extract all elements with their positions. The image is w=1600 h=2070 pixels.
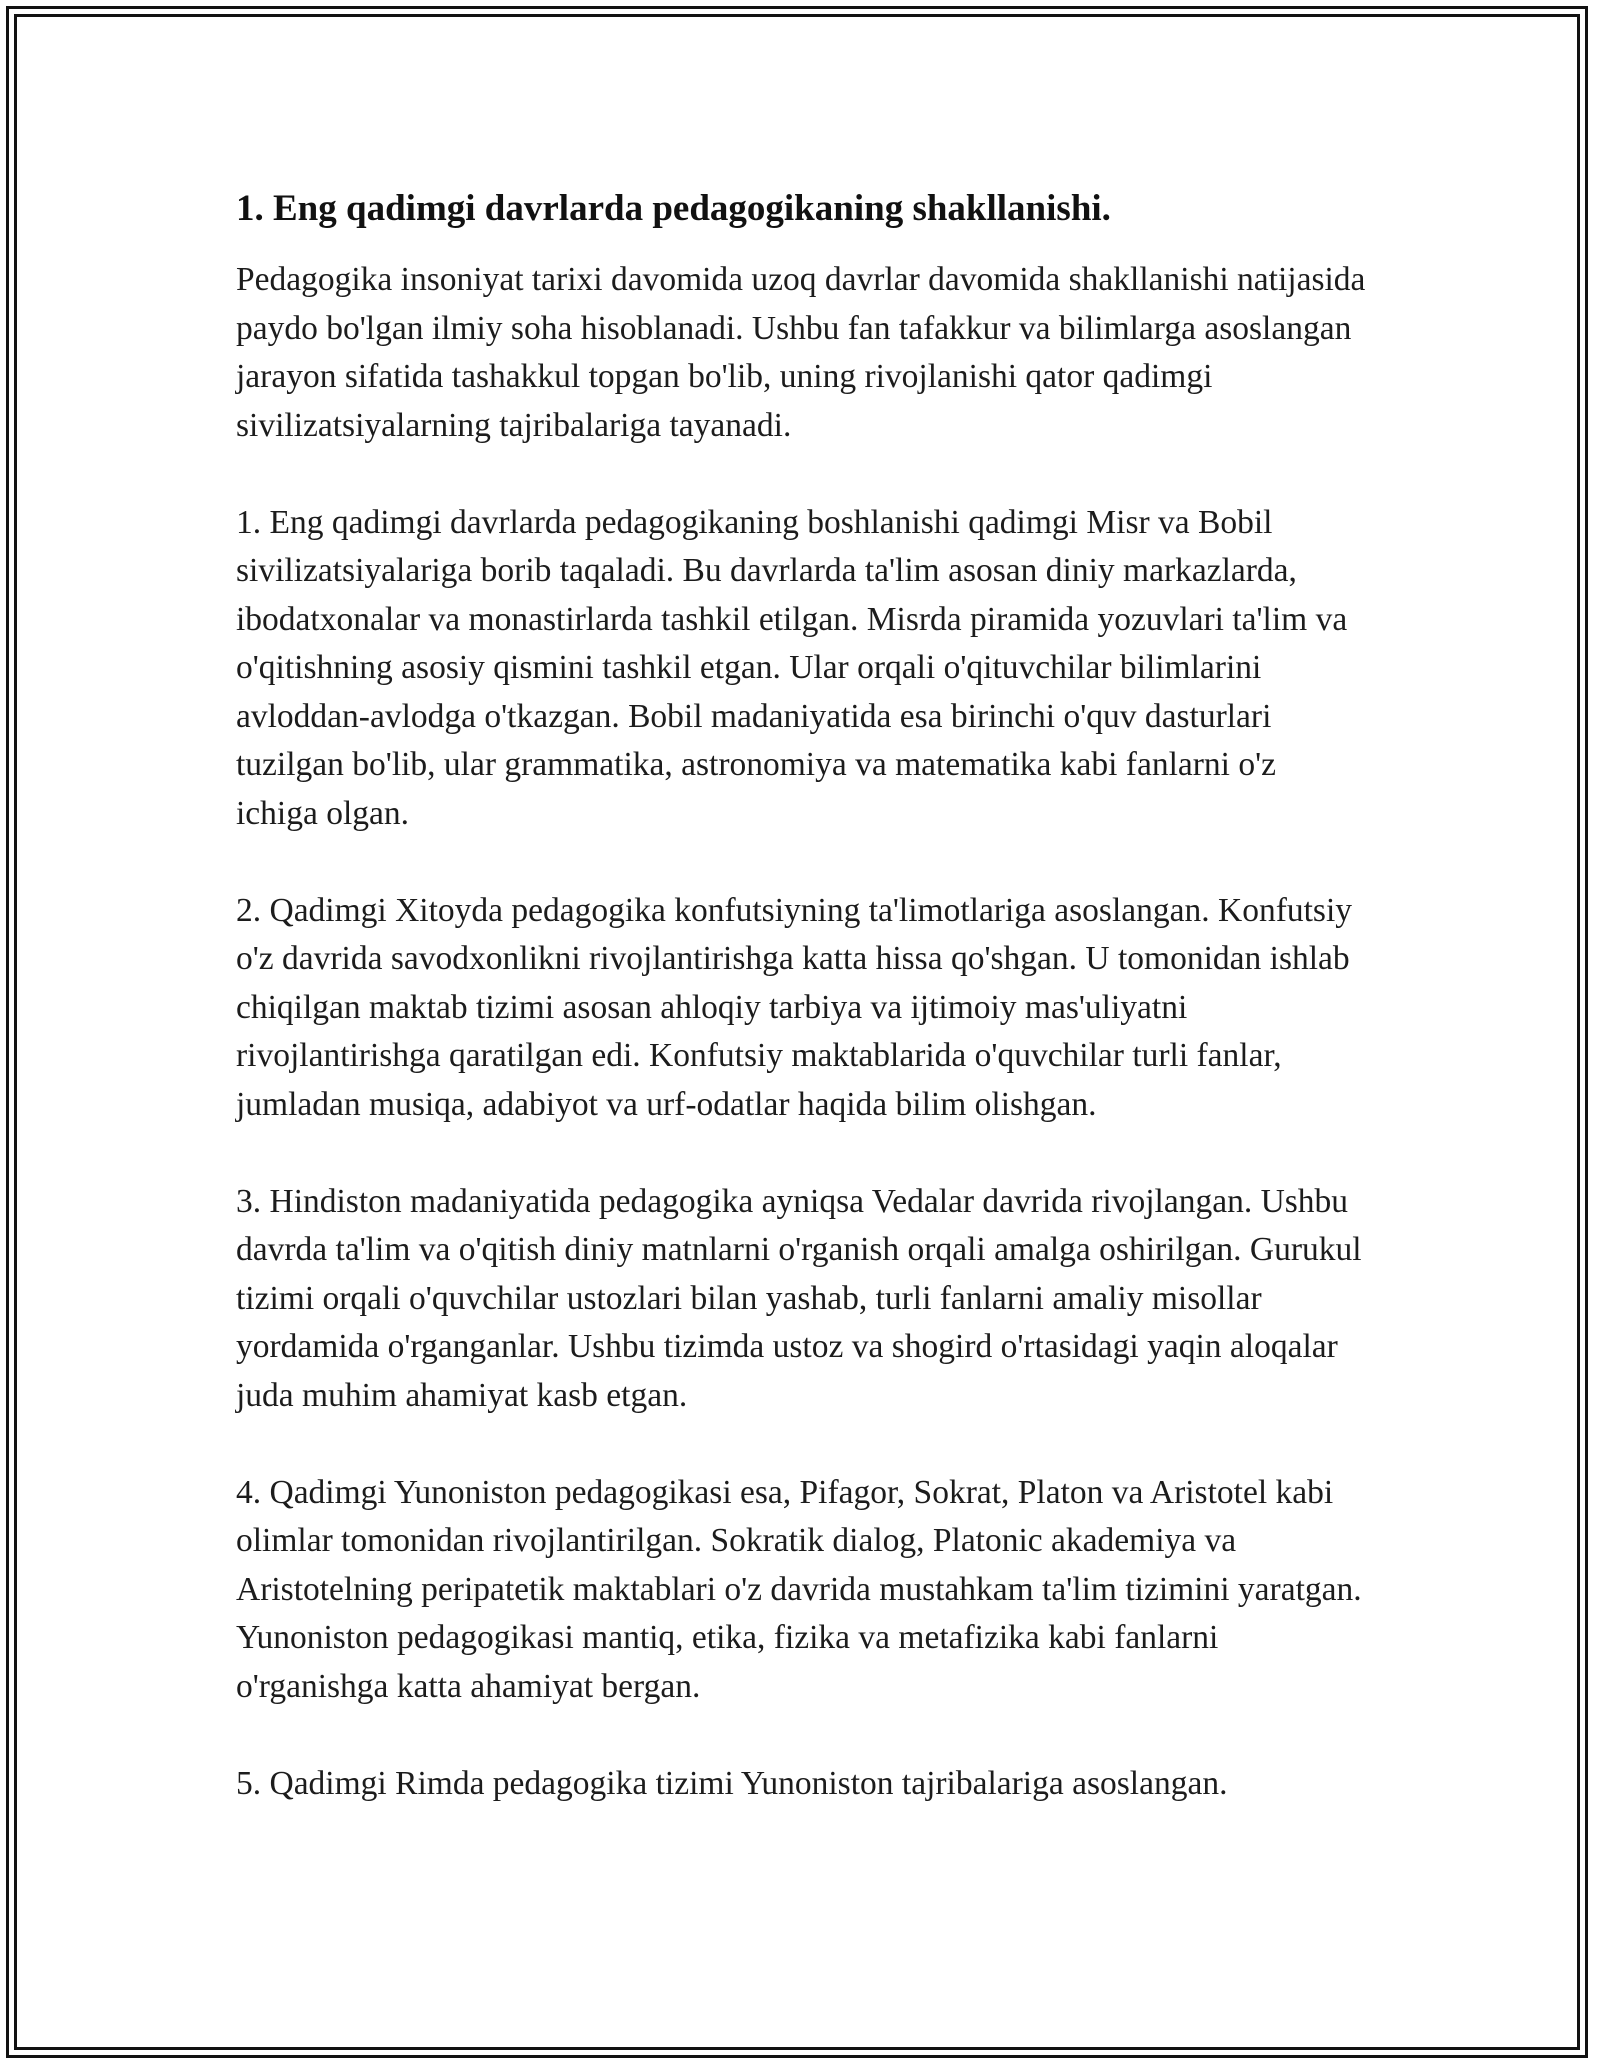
paragraph-rome: 5. Qadimgi Rimda pedagogika tizimi Yunoniston tajribalariga asoslangan. — [236, 1764, 1228, 1802]
document-heading: 1. Eng qadimgi davrlarda pedagogikaning shakllanishi. — [236, 188, 1111, 229]
document-page — [236, 186, 1366, 1808]
paragraph-china: 2. Qadimgi Xitoyda pedagogika konfutsiyning ta'limotlariga asoslangan. Konfutsiy o'z davrida savodxonlikni rivojlantirishga katta hissa qo'shgan. U tomonidan ishlab chiqilgan maktab tizimi asosan ahloqiy tarbiya va ijtimoiy mas'uliyatni rivojlantirishga qaratilgan edi. Konfutsiy maktablarida o'quvchilar turli fanlar, jumladan musiqa, adabiyot va urf-odatlar haqida bilim olishgan. — [236, 891, 1353, 1123]
paragraph-greece: 4. Qadimgi Yunoniston pedagogikasi esa, Pifagor, Sokrat, Platon va Aristotel kabi olimlar tomonidan rivojlantirilgan. Sokratik dialog, Platonic akademiya va Aristotelning peripatetik maktablari o'z davrida mustahkam ta'lim tizimini yaratgan. Yunoniston pedagogikasi mantiq, etika, fizika va metafizika kabi fanlarni o'rganishga katta ahamiyat bergan. — [236, 1473, 1362, 1705]
paragraph-intro: Pedagogika insoniyat tarixi davomida uzoq davrlar davomida shakllanishi natijasida paydo bo'lgan ilmiy soha hisoblanadi. Ushbu fan tafakkur va bilimlarga asoslangan jarayon sifatida tashakkul topgan bo'lib, uning rivojlanishi qator qadimgi sivilizatsiyalarning tajribalariga tayanadi. — [236, 261, 1366, 444]
paragraph-egypt-babylon: 1. Eng qadimgi davrlarda pedagogikaning boshlanishi qadimgi Misr va Bobil sivilizatsiyalariga borib taqaladi. Bu davrlarda ta'lim asosan diniy markazlarda, ibodatxonalar va monastirlarda tashkil etilgan. Misrda piramida yozuvlari ta'lim va o'qitishning asosiy qismini tashkil etgan. Ular orqali o'qituvchilar bilimlarini avloddan-avlodga o'tkazgan. Bobil madaniyatida esa birinchi o'quv dasturlari tuzilgan bo'lib, ular grammatika, astronomiya va matematika kabi fanlarni o'z ichiga olgan. — [236, 503, 1348, 832]
paragraph-india: 3. Hindiston madaniyatida pedagogika ayniqsa Vedalar davrida rivojlangan. Ushbu davrda ta'lim va o'qitish diniy matnlarni o'rganish orqali amalga oshirilgan. Gurukul tizimi orqali o'quvchilar ustozlari bilan yashab, turli fanlarni amaliy misollar yordamida o'rganganlar. Ushbu tizimda ustoz va shogird o'rtasidagi yaqin aloqalar juda muhim ahamiyat kasb etgan. — [236, 1182, 1362, 1414]
